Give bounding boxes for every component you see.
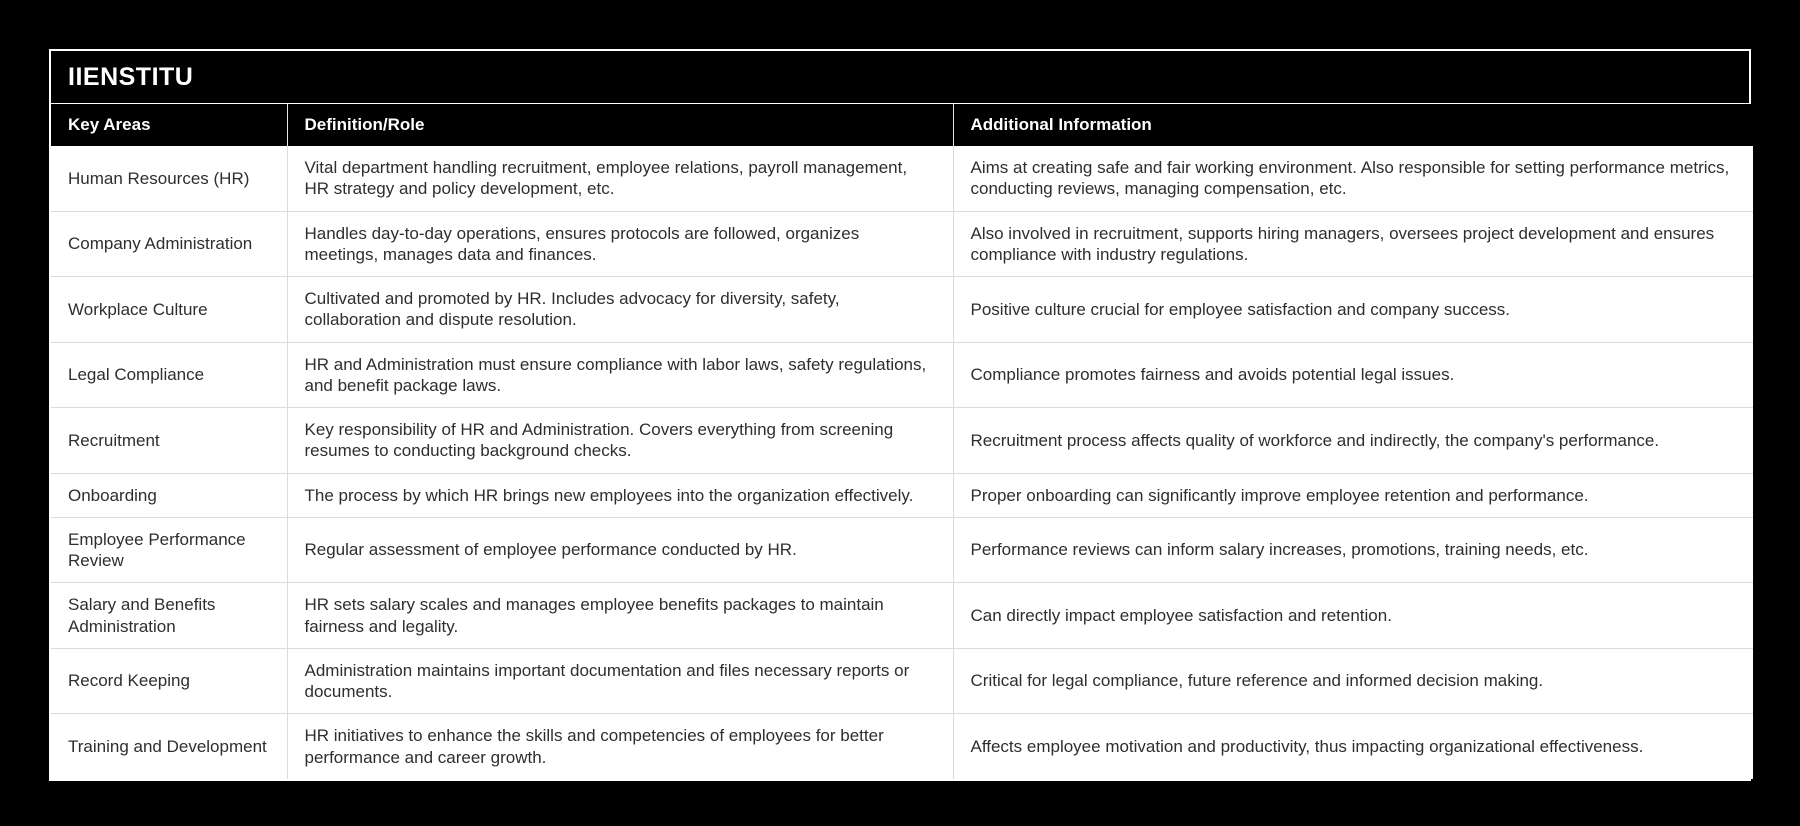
- table-header: [51, 104, 1753, 146]
- table-row: [51, 648, 1753, 714]
- key-area-cell: Salary and Benefits Administration: [51, 583, 287, 649]
- table-row: [51, 342, 1753, 408]
- table-row: [51, 277, 1753, 343]
- definition-cell: Key responsibility of HR and Administration. Covers everything from screening resumes to conducting background checks.: [287, 408, 953, 474]
- definition-cell: The process by which HR brings new employees into the organization effectively.: [287, 473, 953, 517]
- key-area-cell: Training and Development: [51, 714, 287, 779]
- definition-cell: HR sets salary scales and manages employee benefits packages to maintain fairness and legality.: [287, 583, 953, 649]
- table-row: [51, 146, 1753, 211]
- definition-cell: Vital department handling recruitment, employee relations, payroll management, HR strategy and policy development, etc.: [287, 146, 953, 211]
- table-row: [51, 211, 1753, 277]
- column-header-additional-information: Additional Information: [953, 104, 1753, 146]
- info-table-panel: [49, 49, 1751, 781]
- key-area-cell: Employee Performance Review: [51, 517, 287, 583]
- column-header-definition-role: Definition/Role: [287, 104, 953, 146]
- additional-info-cell: Proper onboarding can significantly improve employee retention and performance.: [953, 473, 1753, 517]
- key-area-cell: Company Administration: [51, 211, 287, 277]
- additional-info-cell: Recruitment process affects quality of workforce and indirectly, the company's performance.: [953, 408, 1753, 474]
- table-row: [51, 583, 1753, 649]
- title-bar: [51, 51, 1749, 104]
- additional-info-cell: Aims at creating safe and fair working environment. Also responsible for setting performance metrics, conducting reviews, managing compensation, etc.: [953, 146, 1753, 211]
- key-area-cell: Legal Compliance: [51, 342, 287, 408]
- table-row: [51, 408, 1753, 474]
- definition-cell: Regular assessment of employee performance conducted by HR.: [287, 517, 953, 583]
- key-area-cell: Human Resources (HR): [51, 146, 287, 211]
- additional-info-cell: Also involved in recruitment, supports hiring managers, oversees project development and ensures compliance with industry regulations.: [953, 211, 1753, 277]
- definition-cell: HR and Administration must ensure compliance with labor laws, safety regulations, and benefit package laws.: [287, 342, 953, 408]
- hr-admin-table: [51, 104, 1753, 779]
- key-area-cell: Onboarding: [51, 473, 287, 517]
- column-header-key-areas: Key Areas: [51, 104, 287, 146]
- key-area-cell: Record Keeping: [51, 648, 287, 714]
- definition-cell: Cultivated and promoted by HR. Includes advocacy for diversity, safety, collaboration and dispute resolution.: [287, 277, 953, 343]
- definition-cell: HR initiatives to enhance the skills and competencies of employees for better performance and career growth.: [287, 714, 953, 779]
- definition-cell: Administration maintains important documentation and files necessary reports or documents.: [287, 648, 953, 714]
- additional-info-cell: Affects employee motivation and productivity, thus impacting organizational effectiveness.: [953, 714, 1753, 779]
- table-row: [51, 517, 1753, 583]
- header-row: [51, 104, 1753, 146]
- table-row: [51, 714, 1753, 779]
- key-area-cell: Workplace Culture: [51, 277, 287, 343]
- additional-info-cell: Positive culture crucial for employee satisfaction and company success.: [953, 277, 1753, 343]
- key-area-cell: Recruitment: [51, 408, 287, 474]
- table-body: [51, 146, 1753, 779]
- additional-info-cell: Performance reviews can inform salary increases, promotions, training needs, etc.: [953, 517, 1753, 583]
- additional-info-cell: Compliance promotes fairness and avoids potential legal issues.: [953, 342, 1753, 408]
- table-row: [51, 473, 1753, 517]
- additional-info-cell: Critical for legal compliance, future reference and informed decision making.: [953, 648, 1753, 714]
- additional-info-cell: Can directly impact employee satisfaction and retention.: [953, 583, 1753, 649]
- definition-cell: Handles day-to-day operations, ensures protocols are followed, organizes meetings, manages data and finances.: [287, 211, 953, 277]
- brand-title: IIENSTITU: [68, 62, 194, 91]
